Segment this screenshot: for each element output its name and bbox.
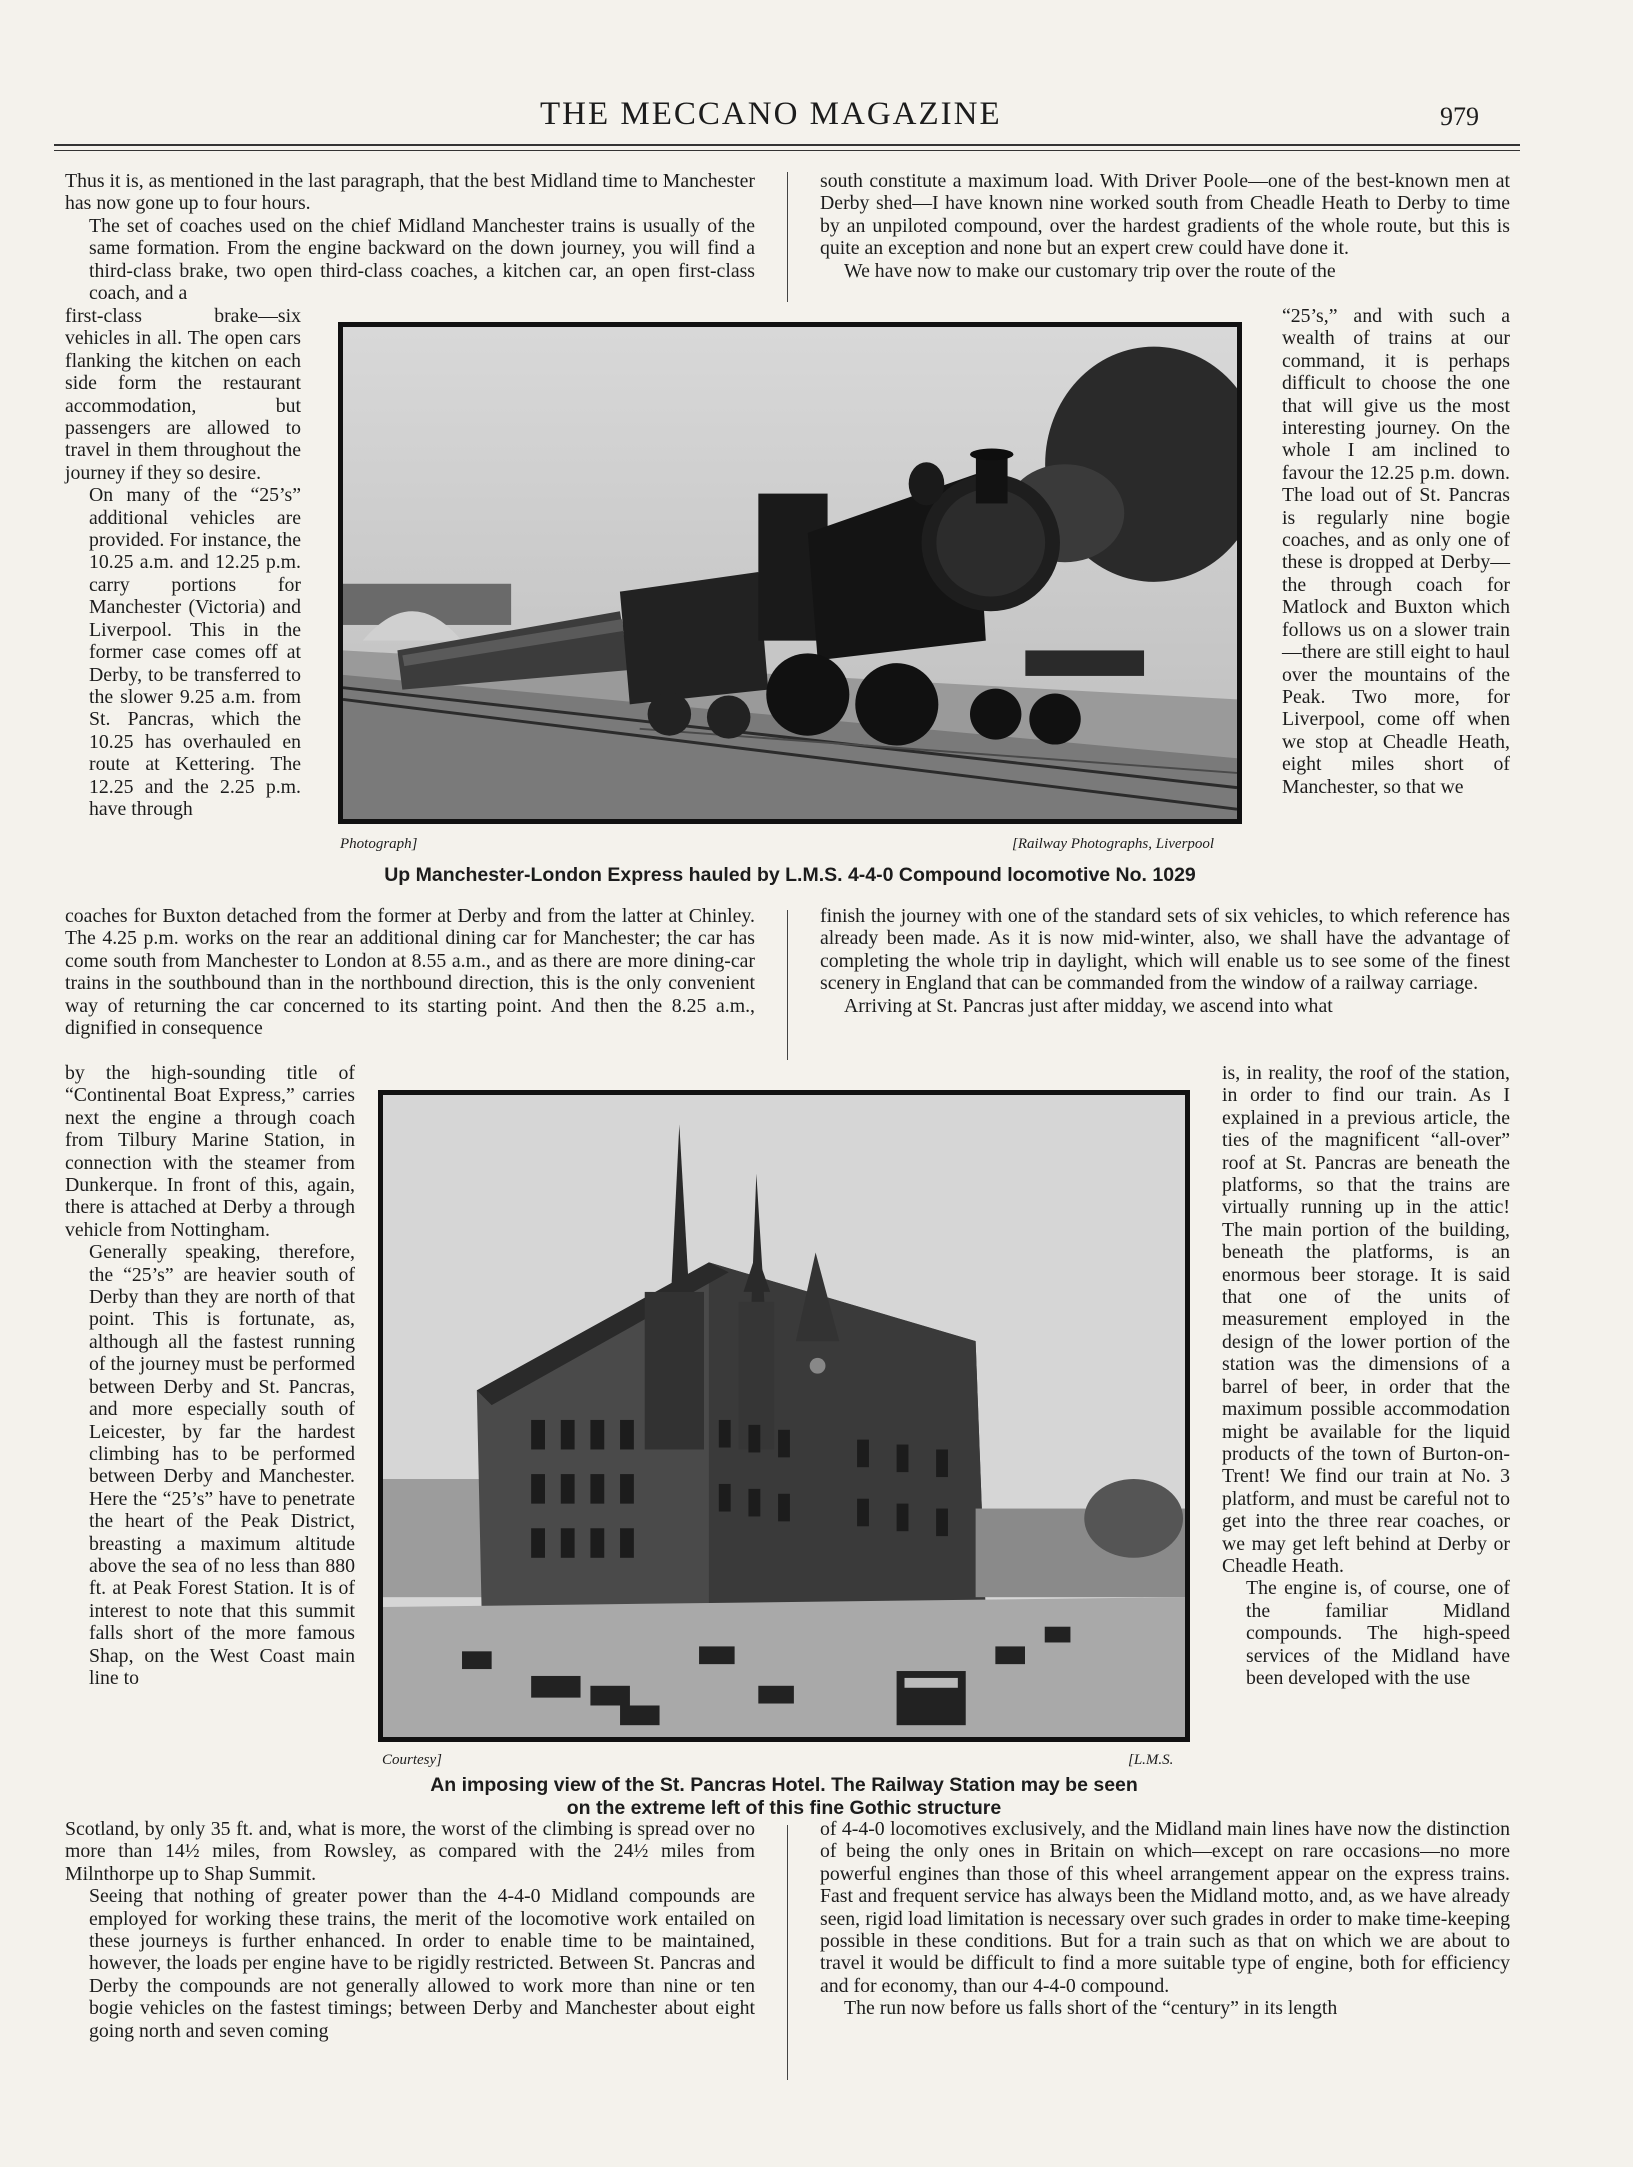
paragraph: Thus it is, as mentioned in the last paragraph, that the best Midland time to Manchester has now gone up to four hours. xyxy=(65,170,755,215)
page-number: 979 xyxy=(1440,102,1479,131)
paragraph: Seeing that nothing of greater power than the 4-4-0 Midland compounds are employed for working these trains, the merit of the locomotive work entailed on these journeys is further enhanced. In order to enable time to be maintained, however, the loads per engine have to be rigidly restricted. Between St. Pancras and Derby the compounds are not generally allowed to work more than nine or ten bogie vehicles on the fastest timings; between Derby and Manchester about eight going north and seven coming xyxy=(89,1885,755,2042)
text-left-narrow-1 xyxy=(65,305,301,820)
magazine-title: THE MECCANO MAGAZINE xyxy=(540,96,1002,132)
locomotive-photo xyxy=(338,322,1242,824)
column-divider xyxy=(787,1825,788,2080)
st-pancras-caption-line-1: An imposing view of the St. Pancras Hotel. The Railway Station may be seen xyxy=(430,1774,1138,1796)
paragraph: We have now to make our customary trip over the route of the xyxy=(844,259,1336,282)
paragraph: “25’s,” and with such a wealth of trains at our command, it is perhaps difficult to choose the one that will give us the most interesting journey. On the whole I am inclined to favour the 12.25 p.m. down. The load out of St. Pancras is regularly nine bogie coaches, and as only one of these is dropped at Derby—the through coach for Matlock and Buxton which follows us on a slower train—there are still eight to haul over the mountains of the Peak. Two more, for Liverpool, come off when we stop at Cheadle Heath, eight miles short of Manchester, so that we xyxy=(1282,305,1510,798)
locomotive-photo-credit: Photograph] xyxy=(340,836,418,852)
paragraph: The run now before us falls short of the “century” in its length xyxy=(844,1997,1338,2020)
text-right-narrow-2 xyxy=(1222,1062,1510,1689)
paragraph: first-class brake—six vehicles in all. The open cars flanking the kitchen on each side form the restaurant accommodation, but passengers are allowed to travel in them throughout the journey if they so desire. xyxy=(65,305,301,484)
paragraph: of 4-4-0 locomotives exclusively, and the Midland main lines have now the distinction of being the only ones in Britain on which—except on rare occasions—no more powerful engines than those of this wheel arrangement appear on the express trains. Fast and frequent service has always been the Midland motto, and, as we have already seen, rigid load limitation is necessary over such grades in order to make time-keeping possible in these conditions. But for a train such as that on which we are about to travel it would be difficult to find a more suitable type of engine, both for efficiency and for economy, than our 4-4-0 compound. xyxy=(820,1818,1510,1997)
locomotive-photo-source: [Railway Photographs, Liverpool xyxy=(1012,836,1215,852)
st-pancras-caption-line-2: on the extreme left of this fine Gothic structure xyxy=(566,1797,1002,1819)
header-rule xyxy=(54,144,1520,146)
header-rule-thin xyxy=(54,150,1520,151)
paragraph: by the high-sounding title of “Continental Boat Express,” carries next the engine a through coach from Tilbury Marine Station, in connection with the steamer from Dunkerque. In front of this, again, there is attached at Derby a through vehicle from Nottingham. xyxy=(65,1062,355,1241)
text-left-narrow-2 xyxy=(65,1062,355,1689)
paragraph: Generally speaking, therefore, the “25’s” are heavier south of Derby than they are north of that point. This is fortunate, as, although all the fastest running of the journey must be performed between Derby and St. Pancras, and more especially south of Leicester, by far the hardest climbing has to be performed between Derby and Manchester. Here the “25’s” have to penetrate the heart of the Peak District, breasting a maximum altitude above the sea of no less than 880 ft. at Peak Forest Station. It is of interest to note that this summit falls short of the more famous Shap, on the West Coast main line to xyxy=(89,1241,355,1689)
st-pancras-photo-credit: Courtesy] xyxy=(382,1752,442,1768)
paragraph: On many of the “25’s” additional vehicles are provided. For instance, the 10.25 a.m. and 12.25 p.m. carry portions for Manchester (Victoria) and Liverpool. This in the former case comes off at Derby, to be transferred to the slower 9.25 a.m. from St. Pancras, which the 10.25 has overhauled en route at Kettering. The 12.25 and the 2.25 p.m. have through xyxy=(89,484,301,820)
text-right-top xyxy=(820,170,1510,282)
paragraph: south constitute a maximum load. With Driver Poole—one of the best-known men at Derby shed—I have known nine worked south from Cheadle Heath to Derby to time by an unpiloted compound, over the hardest gradients of the whole route, but this is quite an exception and none but an expert crew could have done it. xyxy=(820,170,1510,260)
locomotive-caption: Up Manchester-London Express hauled by L.M.S. 4-4-0 Compound locomotive No. 1029 xyxy=(384,864,1196,886)
paragraph: The set of coaches used on the chief Midland Manchester trains is usually of the same formation. From the engine backward on the down journey, you will find a third-class brake, two open third-class coaches, a kitchen car, an open first-class coach, and a xyxy=(89,214,755,305)
paragraph: The engine is, of course, one of the familiar Midland compounds. The high-speed services of the Midland have been developed with the use xyxy=(1246,1577,1510,1689)
st-pancras-photo xyxy=(378,1090,1190,1742)
text-right-narrow-1 xyxy=(1282,305,1510,798)
paragraph: finish the journey with one of the standard sets of six vehicles, to which reference has already been made. As it is now mid-winter, also, we shall have the advantage of completing the whole trip in daylight, which will enable us to see some of the finest scenery in England that can be commanded from the window of a railway carriage. xyxy=(820,905,1510,995)
text-left-bottom xyxy=(65,1818,755,2042)
text-left-top xyxy=(65,170,755,304)
paragraph: coaches for Buxton detached from the former at Derby and from the latter at Chinley. The 4.25 p.m. works on the rear an additional dining car for Manchester; the car has come south from Manchester to London at 8.55 a.m., and as there are more dining-car trains in the southbound than in the northbound direction, this is the only convenient way of returning the car concerned to its starting point. And then the 8.25 a.m., dignified in consequence xyxy=(65,905,755,1040)
paragraph: is, in reality, the roof of the station, in order to find our train. As I explained in a previous article, the ties of the magnificent “all-over” roof at St. Pancras are beneath the platforms, so that the trains are virtually running up in the attic! The main portion of the building, beneath the platforms, is an enormous beer storage. It is said that one of the units of measurement employed in the design of the lower portion of the station was the dimensions of a barrel of beer, in order that the maximum possible accommodation might be available for the liquid products of the town of Burton-on-Trent! We find our train at No. 3 platform, and must be careful not to get into the three rear coaches, or we may get left behind at Derby or Cheadle Heath. xyxy=(1222,1062,1510,1577)
column-divider xyxy=(787,910,788,1060)
st-pancras-photo-source: [L.M.S. xyxy=(1128,1752,1174,1768)
paragraph: Scotland, by only 35 ft. and, what is more, the worst of the climbing is spread over no more than 14½ miles, from Rowsley, as compared with the 24½ miles from Milnthorpe up to Shap Summit. xyxy=(65,1818,755,1885)
text-right-mid xyxy=(820,905,1510,1017)
text-left-mid xyxy=(65,905,755,1039)
column-divider xyxy=(787,172,788,302)
paragraph: Arriving at St. Pancras just after midday, we ascend into what xyxy=(844,994,1333,1017)
text-right-bottom xyxy=(820,1818,1510,2020)
